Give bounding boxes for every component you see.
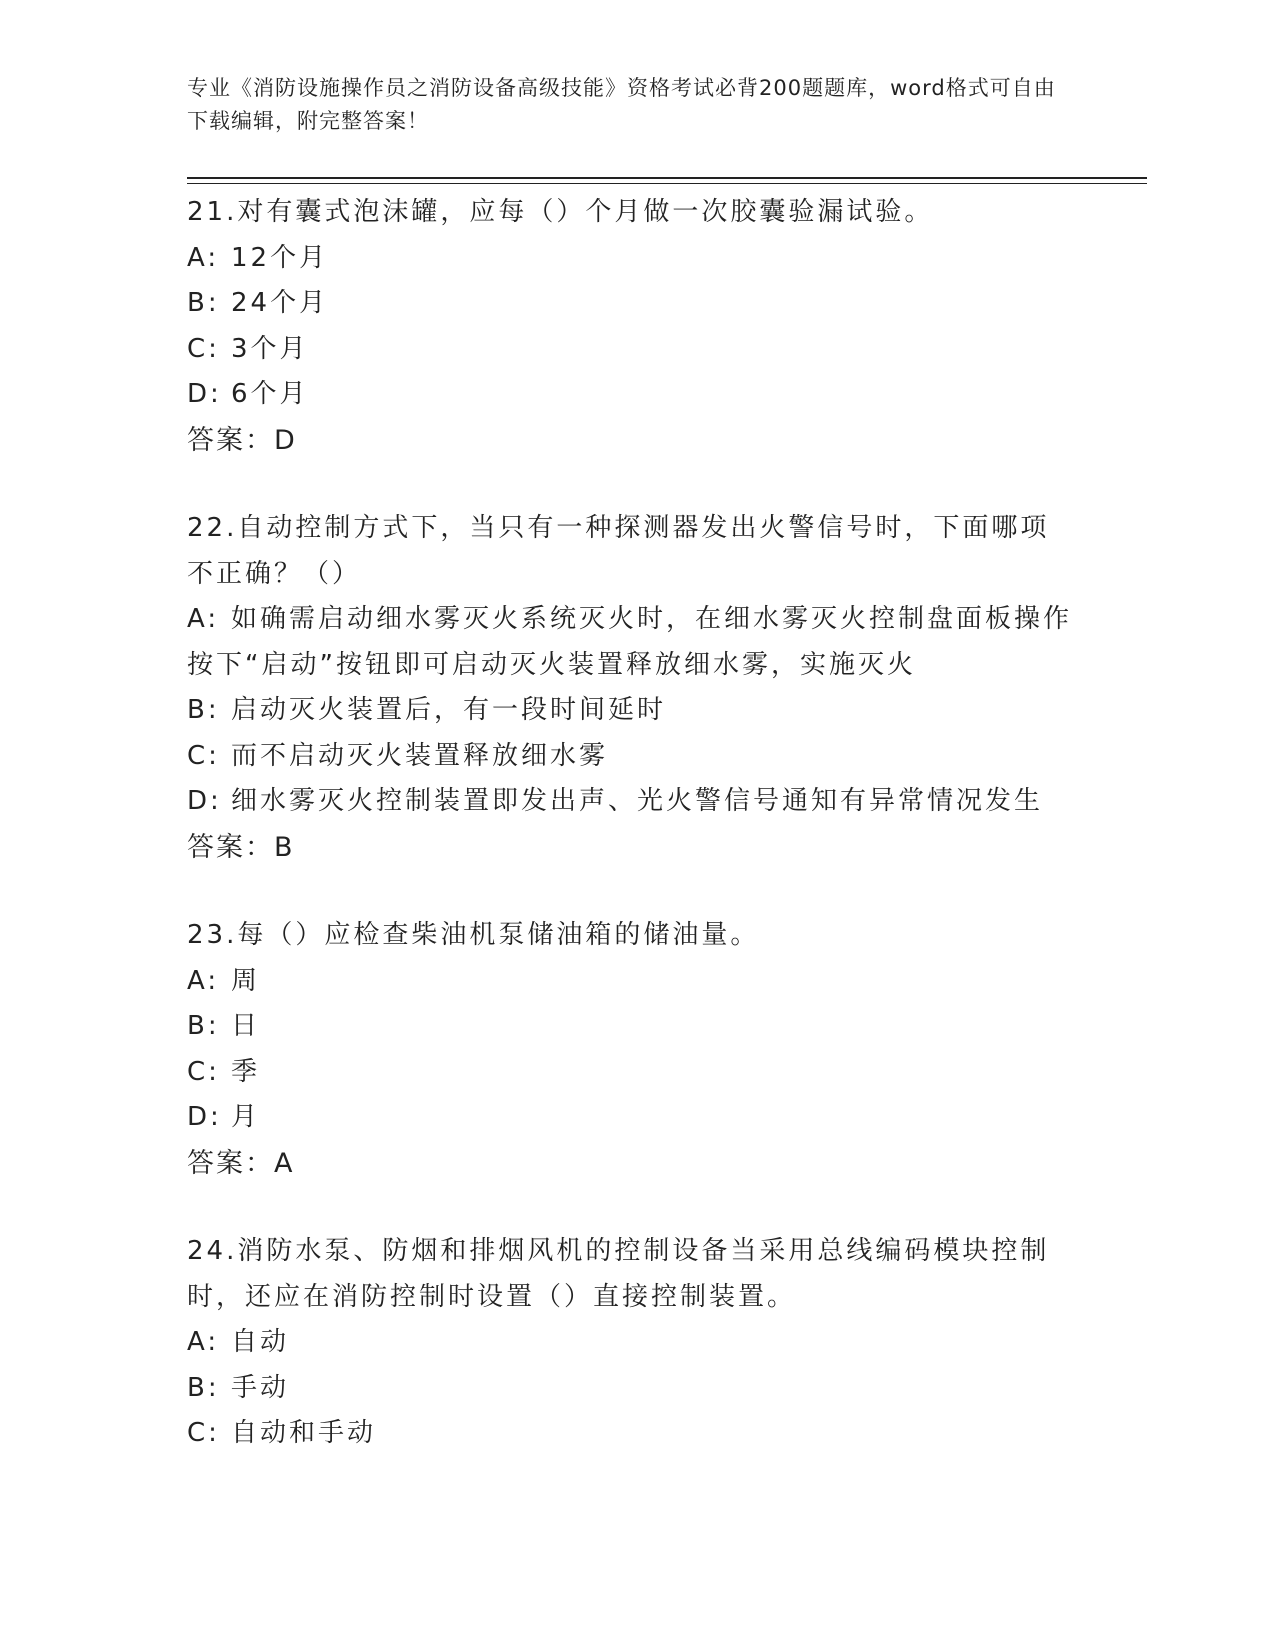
option-text: 24个月 bbox=[231, 288, 329, 318]
option-text: 自动和手动 bbox=[231, 1418, 377, 1448]
option-label: D: bbox=[187, 1102, 222, 1132]
question-24 bbox=[187, 1229, 1087, 1457]
option-a bbox=[187, 1320, 1087, 1366]
option-c bbox=[187, 327, 1087, 373]
question-21 bbox=[187, 190, 1087, 463]
option-label: B: bbox=[187, 1372, 220, 1403]
option-a bbox=[187, 597, 1087, 688]
option-text: 季 bbox=[231, 1056, 261, 1087]
header-rule-thick bbox=[187, 177, 1147, 179]
question-list bbox=[187, 190, 1087, 1500]
option-b bbox=[187, 281, 1087, 327]
option-text: 3个月 bbox=[231, 333, 309, 364]
answer-line: 答案：D bbox=[187, 424, 297, 456]
option-text: 细水雾灭火控制装置即发出声、光火警信号通知有异常情况发生 bbox=[231, 786, 1044, 816]
option-c bbox=[187, 734, 1087, 780]
option-label: A: bbox=[187, 1327, 220, 1357]
answer-line: 答案：B bbox=[187, 831, 295, 863]
option-d bbox=[187, 372, 1087, 418]
option-label: B: bbox=[187, 288, 220, 318]
option-label: C: bbox=[187, 740, 220, 771]
option-a bbox=[187, 959, 1087, 1005]
option-text: 日 bbox=[231, 1011, 261, 1041]
option-text: 启动灭火装置后，有一段时间延时 bbox=[231, 695, 667, 725]
question-23 bbox=[187, 913, 1087, 1186]
question-stem: 22.自动控制方式下，当只有一种探测器发出火警信号时，下面哪项不正确？（） bbox=[187, 513, 1050, 589]
option-d bbox=[187, 779, 1087, 825]
question-stem: 21.对有囊式泡沫罐，应每（）个月做一次胶囊验漏试验。 bbox=[187, 197, 934, 227]
question-22 bbox=[187, 506, 1087, 870]
option-a bbox=[187, 236, 1087, 282]
option-label: D: bbox=[187, 786, 222, 816]
option-d bbox=[187, 1095, 1087, 1141]
option-label: B: bbox=[187, 1011, 220, 1041]
option-label: D: bbox=[187, 379, 222, 409]
document-header: 专业《消防设施操作员之消防设备高级技能》资格考试必背200题题库，word格式可自由下载编辑，附完整答案！ bbox=[187, 76, 1056, 133]
option-text: 如确需启动细水雾灭火系统灭火时，在细水雾灭火控制盘面板操作按下“启动”按钮即可启动灭火装置释放细水雾，实施灭火 bbox=[187, 604, 1073, 680]
option-b bbox=[187, 1366, 1087, 1412]
option-text: 而不启动灭火装置释放细水雾 bbox=[231, 740, 609, 771]
option-label: C: bbox=[187, 333, 220, 364]
option-text: 月 bbox=[231, 1102, 261, 1132]
option-c bbox=[187, 1411, 1087, 1457]
option-label: B: bbox=[187, 695, 220, 725]
option-label: A: bbox=[187, 604, 220, 634]
option-c bbox=[187, 1050, 1087, 1096]
option-label: A: bbox=[187, 242, 220, 273]
option-text: 手动 bbox=[231, 1372, 290, 1403]
option-text: 周 bbox=[231, 965, 261, 996]
option-text: 自动 bbox=[231, 1327, 290, 1357]
option-b bbox=[187, 688, 1087, 734]
option-text: 12个月 bbox=[231, 242, 329, 273]
answer-line: 答案：A bbox=[187, 1147, 295, 1179]
option-label: A: bbox=[187, 965, 220, 996]
option-b bbox=[187, 1004, 1087, 1050]
option-text: 6个月 bbox=[231, 379, 309, 409]
option-label: C: bbox=[187, 1056, 220, 1087]
question-stem: 23.每（）应检查柴油机泵储油箱的储油量。 bbox=[187, 920, 760, 950]
header-rule-thin bbox=[187, 183, 1147, 184]
question-stem: 24.消防水泵、防烟和排烟风机的控制设备当采用总线编码模块控制时，还应在消防控制时设置（）直接控制装置。 bbox=[187, 1236, 1050, 1312]
option-label: C: bbox=[187, 1418, 220, 1448]
